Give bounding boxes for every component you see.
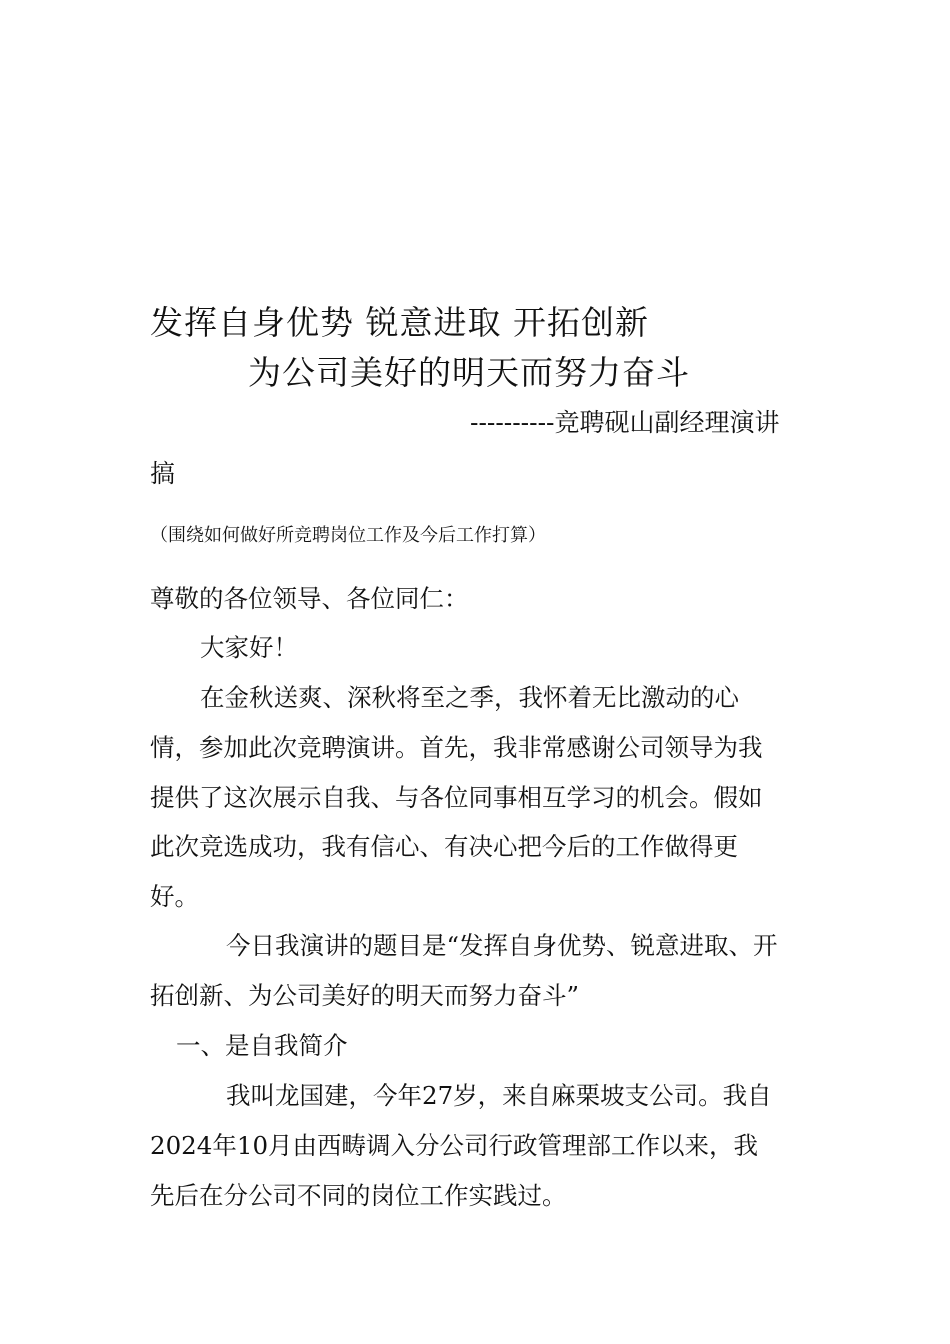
subtitle-line-1: ----------竞聘砚山副经理演讲 (470, 408, 780, 437)
scope-note: （围绕如何做好所竞聘岗位工作及今后工作打算） (150, 525, 546, 546)
title-line-1: 发挥自身优势 锐意进取 开拓创新 (150, 303, 649, 342)
paragraph-2-line: 拓创新、为公司美好的明天而努力奋斗” (150, 981, 580, 1010)
salutation: 尊敬的各位领导、各位同仁： (150, 584, 469, 613)
paragraph-3-line: 我叫龙国建，今年27岁，来自麻栗坡支公司。我自 (226, 1081, 772, 1110)
paragraph-1-line: 好。 (150, 882, 199, 911)
title-line-2: 为公司美好的明天而努力奋斗 (248, 353, 690, 392)
paragraph-1-line: 在金秋送爽、深秋将至之季，我怀着无比激动的心 (200, 683, 739, 712)
greeting: 大家好！ (200, 633, 298, 662)
paragraph-1-line: 提供了这次展示自我、与各位同事相互学习的机会。假如 (150, 783, 763, 812)
paragraph-2-line: 今日我演讲的题目是“发挥自身优势、锐意进取、开 (226, 931, 778, 960)
subtitle-line-2: 搞 (150, 459, 176, 488)
section-heading-1: 一、是自我简介 (176, 1031, 348, 1060)
paragraph-1-line: 此次竞选成功，我有信心、有决心把今后的工作做得更 (150, 832, 738, 861)
paragraph-3-line: 2024年10月由西畴调入分公司行政管理部工作以来，我 (150, 1131, 759, 1160)
paragraph-3-line: 先后在分公司不同的岗位工作实践过。 (150, 1181, 567, 1210)
paragraph-1-line: 情，参加此次竞聘演讲。首先，我非常感谢公司领导为我 (150, 733, 763, 762)
